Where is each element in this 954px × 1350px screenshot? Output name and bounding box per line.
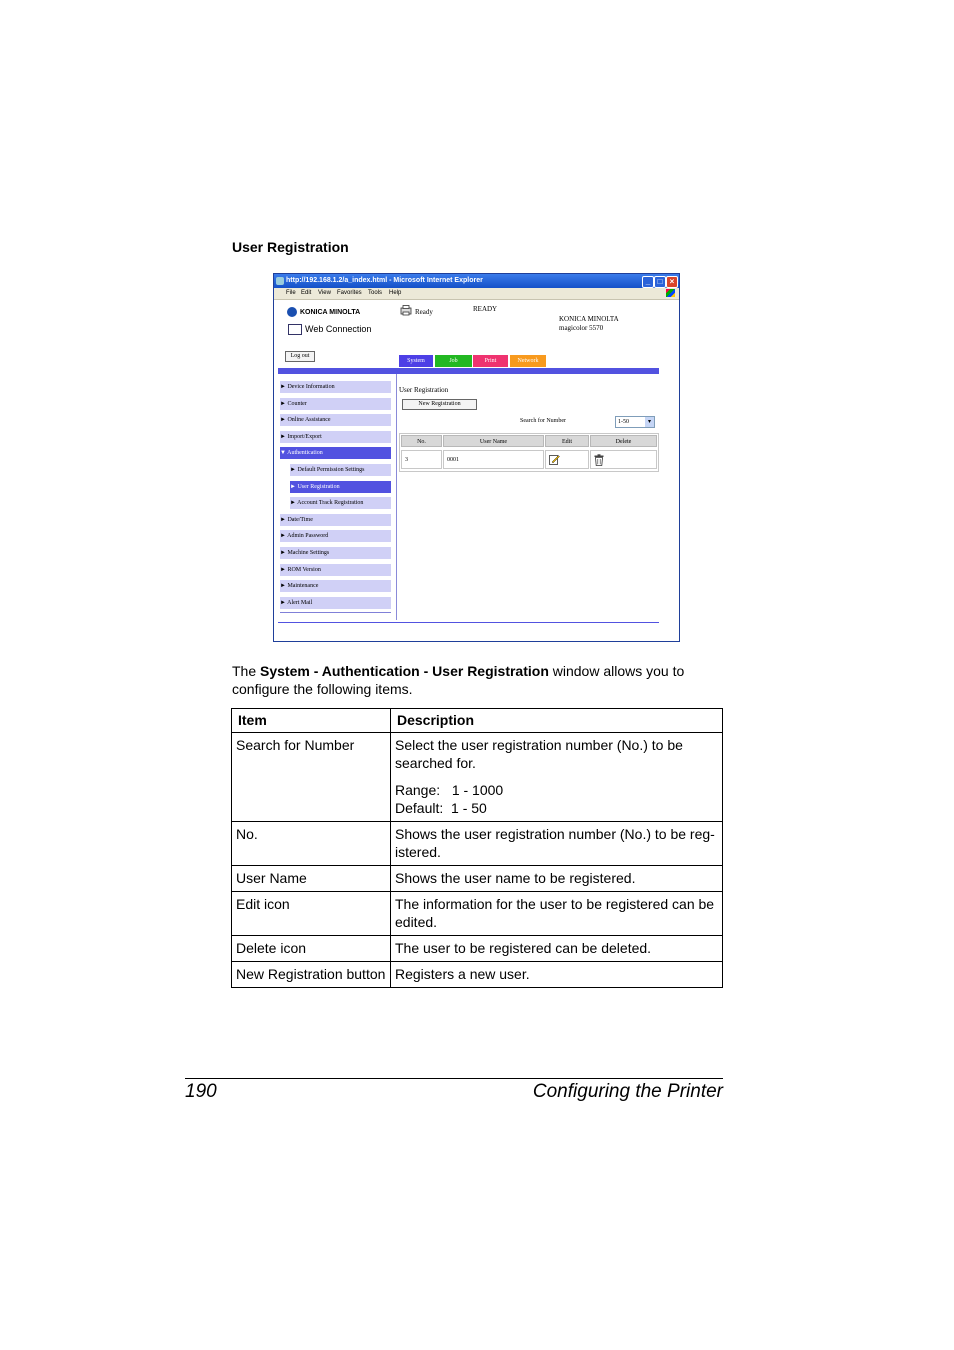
content-title: User Registration bbox=[399, 386, 449, 394]
minimize-icon[interactable]: _ bbox=[642, 276, 654, 288]
printer-status-icon bbox=[400, 305, 412, 316]
sidebar-item-import-export[interactable]: ► Import/Export bbox=[280, 431, 391, 443]
tab-print[interactable]: Print bbox=[473, 355, 508, 367]
menu-edit[interactable]: Edit bbox=[301, 290, 312, 296]
sidebar-item-default-permission-settings[interactable]: ► Default Permission Settings bbox=[290, 464, 391, 476]
model-name: magicolor 5570 bbox=[559, 324, 604, 332]
col-header-no: No. bbox=[401, 435, 442, 447]
trash-icon[interactable] bbox=[594, 454, 604, 466]
page-number: 190 bbox=[185, 1081, 217, 1102]
sidebar-item-machine-settings[interactable]: ► Machine Settings bbox=[280, 547, 391, 559]
new-registration-button[interactable]: New Registration bbox=[402, 399, 477, 410]
table-row bbox=[232, 892, 723, 936]
cell-user-name: 0001 bbox=[443, 450, 544, 469]
sidebar-item-user-registration[interactable]: ► User Registration bbox=[290, 481, 391, 493]
chapter-title: Configuring the Printer bbox=[532, 1081, 723, 1102]
logout-button[interactable]: Log out bbox=[285, 351, 315, 362]
sidebar-item-alert-mail[interactable]: ► Alert Mail bbox=[280, 597, 391, 609]
item-cell: Delete icon bbox=[232, 936, 391, 962]
browser-menubar bbox=[274, 288, 679, 300]
description-cell: Registers a new user. bbox=[391, 962, 723, 988]
windows-logo-icon bbox=[666, 289, 675, 297]
intro-paragraph: The System - Authentication - User Registration window allows you to configure the following items. bbox=[232, 663, 685, 697]
table-row bbox=[232, 733, 723, 822]
footer-bar bbox=[278, 622, 659, 623]
footer-rule bbox=[185, 1078, 723, 1079]
description-cell: The information for the user to be registered can be edited. bbox=[391, 892, 723, 936]
col-header-edit: Edit bbox=[545, 435, 589, 447]
sidebar-item-date-time[interactable]: ► Date/Time bbox=[280, 514, 391, 526]
cell-edit bbox=[545, 450, 589, 469]
search-for-number-label: Search for Number bbox=[520, 418, 566, 424]
km-logo-icon bbox=[287, 307, 297, 317]
col-header-user-name: User Name bbox=[443, 435, 544, 447]
sidebar-item-online-assistance[interactable]: ► Online Assistance bbox=[280, 414, 391, 426]
description-cell: The user to be registered can be deleted. bbox=[391, 936, 723, 962]
status-text: READY bbox=[473, 305, 498, 313]
header-bar bbox=[278, 368, 659, 374]
tab-system[interactable]: System bbox=[399, 355, 433, 367]
chevron-down-icon[interactable]: ▾ bbox=[645, 417, 654, 427]
edit-icon[interactable] bbox=[549, 454, 560, 465]
user-registration-table bbox=[399, 433, 659, 472]
default-text: Default: 1 - 50 bbox=[395, 800, 487, 816]
table-header-row bbox=[232, 709, 723, 733]
col-header-delete: Delete bbox=[590, 435, 657, 447]
table-row bbox=[232, 866, 723, 892]
maximize-icon[interactable]: □ bbox=[654, 276, 666, 288]
sidebar-item-account-track-registration[interactable]: ► Account Track Registration bbox=[290, 497, 391, 509]
item-cell: Edit icon bbox=[232, 892, 391, 936]
sidebar-item-device-information[interactable]: ► Device Information bbox=[280, 381, 391, 393]
browser-title: http://192.168.1.2/a_index.html - Microsoft Internet Explorer bbox=[286, 277, 483, 284]
intro-window-path: System - Authentication - User Registration bbox=[260, 663, 549, 679]
tab-network[interactable]: Network bbox=[510, 355, 546, 367]
pagescope-logo: Web Connection bbox=[288, 324, 371, 335]
sidebar-item-authentication[interactable]: ▼ Authentication bbox=[280, 447, 391, 459]
menu-view[interactable]: View bbox=[318, 290, 331, 296]
menu-tools[interactable]: Tools bbox=[368, 290, 383, 296]
sidebar-divider bbox=[280, 612, 391, 613]
browser-screenshot bbox=[273, 273, 680, 642]
description-cell: Shows the user registration number (No.) to be reg-istered. bbox=[391, 822, 723, 866]
tab-job[interactable]: Job bbox=[435, 355, 472, 367]
table-row bbox=[232, 962, 723, 988]
description-table bbox=[231, 708, 723, 988]
header-item: Item bbox=[232, 709, 391, 733]
table-row bbox=[232, 936, 723, 962]
status-label: Ready bbox=[415, 308, 433, 316]
close-icon[interactable]: × bbox=[666, 276, 678, 288]
table-row bbox=[232, 822, 723, 866]
section-title: User Registration bbox=[232, 239, 349, 255]
description-cell: Select the user registration number (No.) to be searched for. Range: 1 - 1000 Default: 1 - 50 bbox=[391, 733, 723, 822]
menu-help[interactable]: Help bbox=[389, 290, 402, 296]
search-for-number-select[interactable] bbox=[615, 416, 655, 428]
cell-delete bbox=[590, 450, 657, 469]
header-description: Description bbox=[391, 709, 723, 733]
sidebar-item-counter[interactable]: ► Counter bbox=[280, 398, 391, 410]
item-cell: New Registration button bbox=[232, 962, 391, 988]
sidebar-item-admin-password[interactable]: ► Admin Password bbox=[280, 530, 391, 542]
range-text: Range: 1 - 1000 bbox=[395, 782, 504, 798]
pagescope-icon bbox=[288, 324, 302, 335]
item-cell: User Name bbox=[232, 866, 391, 892]
search-select-value: 1-50 bbox=[618, 419, 629, 425]
browser-titlebar bbox=[274, 274, 679, 288]
item-cell: No. bbox=[232, 822, 391, 866]
ie-icon bbox=[276, 277, 284, 285]
sidebar-item-rom-version[interactable]: ► ROM Version bbox=[280, 564, 391, 576]
item-cell: Search for Number bbox=[232, 733, 391, 822]
content-divider bbox=[396, 374, 397, 620]
model-brand: KONICA MINOLTA bbox=[559, 315, 619, 323]
description-cell: Shows the user name to be registered. bbox=[391, 866, 723, 892]
menu-favorites[interactable]: Favorites bbox=[337, 290, 362, 296]
sidebar-item-maintenance[interactable]: ► Maintenance bbox=[280, 580, 391, 592]
menu-file[interactable]: File bbox=[286, 290, 296, 296]
konica-minolta-logo: KONICA MINOLTA bbox=[287, 307, 360, 317]
cell-no: 3 bbox=[401, 450, 442, 469]
